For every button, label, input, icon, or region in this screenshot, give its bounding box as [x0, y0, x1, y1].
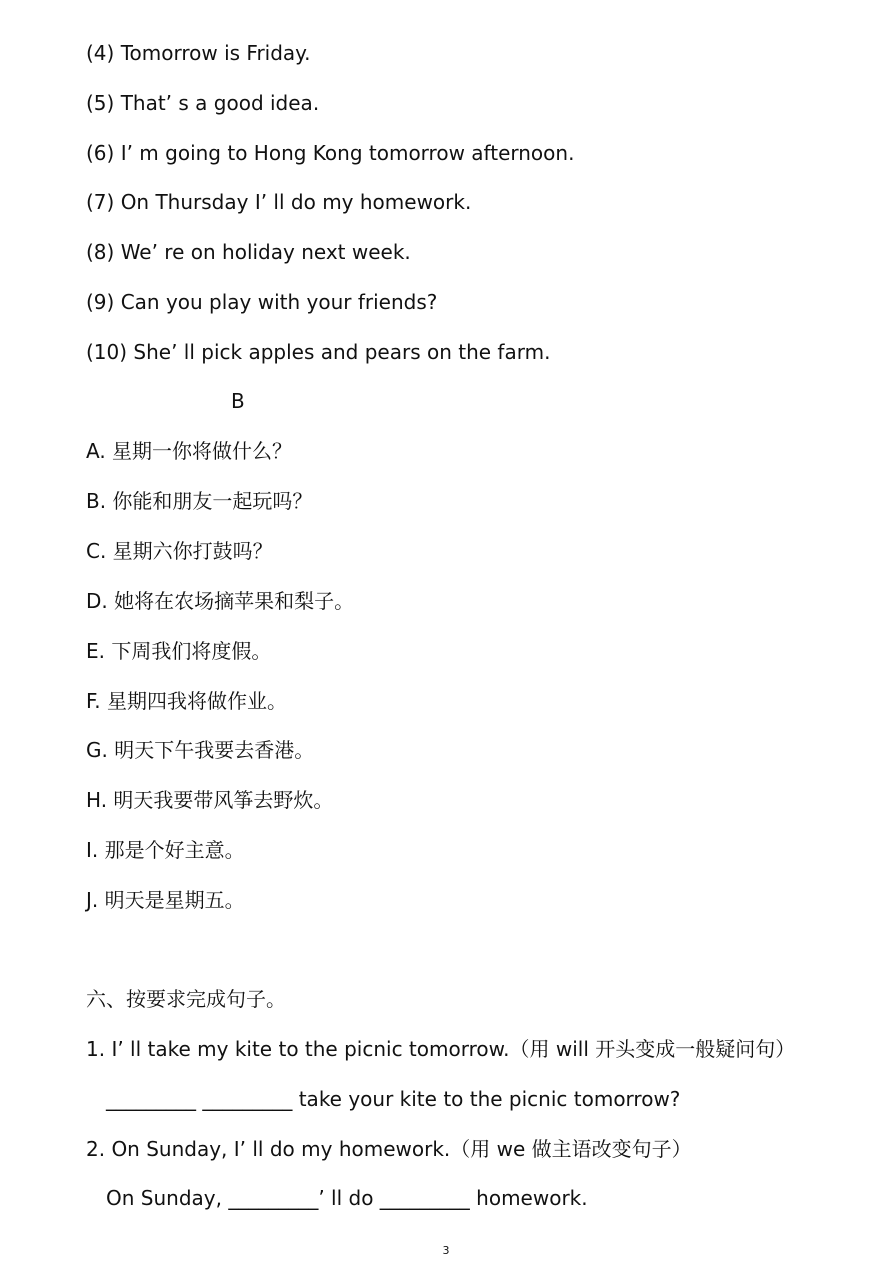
translation-g: G. 明天下午我要去香港。 — [86, 738, 315, 762]
question-2-answer-line: On Sunday, _________’ ll do _________ homework. — [106, 1186, 588, 1210]
translation-h: H. 明天我要带风筝去野炊。 — [86, 788, 334, 812]
sentence-9: (9) Can you play with your friends? — [86, 290, 438, 314]
sentence-10: (10) She’ ll pick apples and pears on the farm. — [86, 340, 551, 364]
translation-b: B. 你能和朋友一起玩吗？ — [86, 489, 313, 513]
translation-i: I. 那是个好主意。 — [86, 838, 245, 862]
question-1-prompt: 1. I’ ll take my kite to the picnic tomorrow.（用 will 开头变成一般疑问句） — [86, 1037, 796, 1061]
section-six-heading: 六、按要求完成句子。 — [86, 987, 286, 1011]
translation-j: J. 明天是星期五。 — [86, 888, 245, 912]
sentence-5: (5) That’ s a good idea. — [86, 91, 320, 115]
question-1-answer-line: _________ _________ take your kite to the picnic tomorrow? — [106, 1087, 681, 1111]
translation-f: F. 星期四我将做作业。 — [86, 689, 288, 713]
sentence-4: (4) Tomorrow is Friday. — [86, 41, 311, 65]
sentence-7: (7) On Thursday I’ ll do my homework. — [86, 190, 472, 214]
sentence-8: (8) We’ re on holiday next week. — [86, 240, 411, 264]
question-2-prompt: 2. On Sunday, I’ ll do my homework.（用 we 做主语改变句子） — [86, 1137, 692, 1161]
column-b-heading: B — [231, 389, 245, 413]
sentence-6: (6) I’ m going to Hong Kong tomorrow afternoon. — [86, 141, 575, 165]
translation-e: E. 下周我们将度假。 — [86, 639, 272, 663]
translation-a: A. 星期一你将做什么？ — [86, 439, 293, 463]
translation-d: D. 她将在农场摘苹果和梨子。 — [86, 589, 355, 613]
translation-c: C. 星期六你打鼓吗？ — [86, 539, 273, 563]
page-number: 3 — [442, 1244, 450, 1257]
